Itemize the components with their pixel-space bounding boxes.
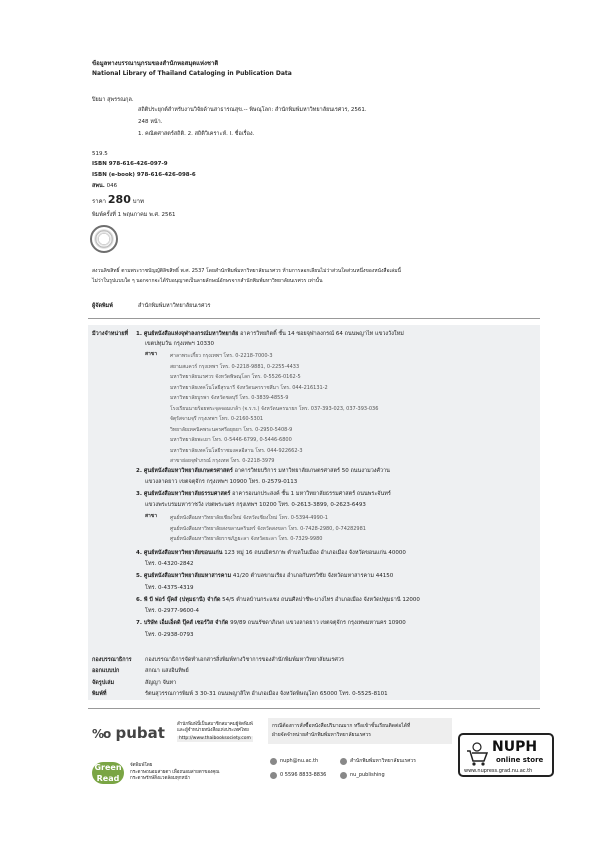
distribution-label: มีวางจำหน่ายที่: [92, 331, 129, 337]
branch-item: มหาวิทยาลัยเทคโนโลยีสุรนารี จังหวัดนครราชสีมา โทร. 044-216131-2: [170, 384, 328, 391]
distributor-7-address: 99/89 ถนนรัชดาภิเษก แขวงลาดยาว เขตจตุจักร กรุงเทพมหานคร 10900: [230, 620, 406, 626]
distributor-6-address: 54/5 ตำบลบ้านกระแชง ถนนศีลปาชีพ-บางไทร อำเภอเมือง จังหวัดปทุมธานี 12000: [222, 597, 420, 603]
printer-value: รัตนสุวรรณการพิมพ์ 3 30-31 ถนนพญาลิไท อำเภอเมือง จังหวัดพิษณุโลก 65000 โทร. 0-5525-8101: [145, 691, 388, 697]
instagram-icon: [340, 772, 347, 779]
pubat-text-1: สำนักพิมพ์นี้เป็นสมาชิกสมาคมผู้จัดพิมพ์: [177, 722, 253, 727]
distributor-5-address: 41/20 ตำบลขามเรียง อำเภอกันทรวิชัย จังหวัดมหาสารคาม 44150: [232, 573, 394, 579]
branch-item: จัตุรัสจามจุรี กรุงเทพฯ โทร. 0-2160-5301: [170, 416, 264, 422]
branch-item: มหาวิทยาลัยพะเยา โทร. 0-5446-6799, 0-5446-6800: [170, 437, 292, 443]
page-count: 248 หน้า.: [138, 119, 163, 125]
title-statement: สถิติประยุกต์สำหรับงานวิจัยด้านสาธารณสุข.-- พิษณุโลก: สำนักพิมพ์มหาวิทยาลัยนเรศวร, 2561.: [138, 107, 367, 113]
branch-label-3: สาขา: [145, 513, 158, 519]
cip-title-thai: ข้อมูลทางบรรณานุกรมของสำนักหอสมุดแห่งชาติ: [92, 60, 219, 67]
copyright-line-2: ไม่ว่าในรูปแบบใด ๆ นอกจากจะได้รับอนุญาตเป็นลายลักษณ์อักษรจากสำนักพิมพ์มหาวิทยาลัยนเรศวร เท่านั้น: [92, 278, 323, 284]
facebook[interactable]: สำนักพิมพ์มหาวิทยาลัยนเรศวร: [350, 758, 416, 764]
email[interactable]: nuph@nu.ac.th: [280, 758, 319, 764]
distributor-2-address-2: แขวงลาดยาว เขตจตุจักร กรุงเทพฯ 10900 โทร. 0-2579-0113: [145, 479, 298, 485]
design-label: ออกแบบปก: [92, 668, 120, 674]
nuph-online-store[interactable]: [458, 733, 554, 777]
distributor-5-name: 5. ศูนย์หนังสือมหาวิทยาลัยมหาสารคาม: [136, 573, 232, 579]
distributor-5: [136, 572, 393, 580]
phone-icon: [270, 772, 277, 779]
cip-title-english: National Library of Thailand Cataloging in Publication Data: [92, 70, 292, 77]
distributor-1-branches: [170, 351, 378, 467]
editor-label: กองบรรณาธิการ: [92, 657, 132, 663]
distributor-3-branches: [170, 513, 366, 545]
distributor-1-address-2: เขตปทุมวัน กรุงเทพฯ 10330: [145, 341, 214, 347]
distributor-4-address: 123 หมู่ 16 ถนนมิตรภาพ ตำบลในเมือง อำเภอเมือง จังหวัดขอนแก่น 40000: [224, 550, 406, 556]
design-value: สกณา แสงอินทิพย์: [145, 668, 189, 674]
publisher-value: สำนักพิมพ์มหาวิทยาลัยนเรศวร: [138, 303, 211, 309]
branch-item: ศูนย์หนังสือมหาวิทยาลัยราชภัฏยะลา จังหวัดยะลา โทร. 0-7329-9980: [170, 536, 323, 542]
price-unit: บาท: [132, 198, 144, 205]
distributor-5-phone: โทร. 0-4375-4319: [145, 585, 194, 591]
distributor-3-address-2: แขวงพระบรมมหาราชวัง เขตพระนคร กรุงเทพฯ 10200 โทร. 0-2613-3899, 0-2623-6493: [145, 502, 366, 508]
snp-value: 046: [106, 183, 118, 189]
green-text-1: จัดพิมพ์โดย: [130, 763, 153, 768]
layout-value: สัญญา จันทา: [145, 680, 177, 686]
branch-item: สยามสแควร์ กรุงเทพฯ โทร. 0-2218-9881, 0-2255-4433: [170, 363, 300, 370]
distributor-4-phone: โทร. 0-4320-2842: [145, 561, 194, 567]
store-brand: NUPH: [492, 739, 538, 755]
distributor-1-address: อาคารวิทยกิตติ์ ชั้น 14 ซอยจุฬาลงกรณ์ 64 ถนนพญาไท แขวงวังใหม่: [240, 331, 404, 337]
distributor-6-phone: โทร. 0-2977-9600-4: [145, 608, 199, 614]
distributor-7: [136, 619, 406, 627]
snp-label: สพน.: [92, 183, 105, 189]
price: [92, 193, 144, 206]
distributor-6: [136, 596, 420, 604]
distributor-2: [136, 467, 390, 475]
branch-item: โรงเรียนนายร้อยพระจุลจอมเกล้า (จ.ร.ร.) จังหวัดนครนายก โทร. 037-393-023, 037-393-036: [170, 405, 379, 412]
layout-label: จัดรูปเล่ม: [92, 680, 115, 686]
publisher-label: ผู้จัดพิมพ์: [92, 303, 113, 309]
distributor-4-name: 4. ศูนย์หนังสือมหาวิทยาลัยขอนแก่น: [136, 550, 223, 556]
distributor-2-name: 2. ศูนย์หนังสือมหาวิทยาลัยเกษตรศาสตร์: [136, 468, 233, 474]
email-icon: [270, 758, 277, 765]
facebook-icon: [340, 758, 347, 765]
pubat-text-2: และผู้จำหน่ายหนังสือแห่งประเทศไทย: [177, 728, 249, 733]
class-number: 519.5: [92, 151, 108, 157]
distributor-6-name: 6. พี บี ฟอร์ บุ๊คส์ (ปทุมธานี) จำกัด: [136, 597, 221, 603]
pubat-logo: %o pubat: [92, 724, 165, 742]
branch-item: ศูนย์หนังสือมหาวิทยาลัยสงขลานครินทร์ จังหวัดสงขลา โทร. 0-7428-2980, 0-74282981: [170, 525, 366, 532]
editor-value: กองบรรณาธิการจัดทำเอกสารสิ่งพิมพ์ทางวิชาการของสำนักพิมพ์มหาวิทยาลัยนเรศวร: [145, 657, 344, 663]
branch-item: ศาลาพระเกี้ยว กรุงเทพฯ โทร. 0-2218-7000-3: [170, 353, 273, 359]
instagram[interactable]: nu_publishing: [350, 772, 385, 778]
distributor-1: [136, 330, 404, 338]
branch-item: ศูนย์หนังสือมหาวิทยาลัยเชียงใหม่ จังหวัดเชียงใหม่ โทร. 0-5394-4990-1: [170, 515, 328, 521]
price-value: 280: [107, 193, 131, 206]
store-url[interactable]: www.nupress.grad.nu.ac.th: [464, 768, 533, 774]
branch-item: มหาวิทยาลัยนเรศวร จังหวัดพิษณุโลก โทร. 0-5526-0162-5: [170, 374, 301, 380]
green-read-logo: Green Read: [92, 762, 124, 784]
distributor-3-name: 3. ศูนย์หนังสือมหาวิทยาลัยธรรมศาสตร์: [136, 491, 231, 497]
distributor-7-phone: โทร. 0-2938-0793: [145, 632, 194, 638]
distributor-4: [136, 549, 406, 557]
pubat-url[interactable]: http://www.thaibooksociety.com: [179, 736, 251, 741]
distributor-7-name: 7. บริษัท เอ็มเอ็ดดิ ปุ๊คส์ เซอร์วิส จำกัด: [136, 620, 229, 626]
branch-item: มหาวิทยาลัยบูรพา จังหวัดชลบุรี โทร. 0-3839-4855-9: [170, 395, 289, 401]
national-library-seal-icon: [90, 225, 118, 253]
price-label: ราคา: [92, 198, 106, 205]
isbn: ISBN 978-616-426-097-9: [92, 161, 168, 167]
order-box: [268, 718, 452, 744]
store-subtitle: online store: [496, 756, 544, 764]
footer-divider: [88, 708, 540, 709]
copyright-line-1: สงวนลิขสิทธิ์ ตามพระราชบัญญัติลิขสิทธิ์ พ.ศ. 2537 โดยสำนักพิมพ์มหาวิทยาลัยนเรศวร ห้ามการลอกเลียนไม่ว่าส่วนใดส่วนหนึ่งของหนังสือเล่มนี้: [92, 268, 401, 274]
subjects: 1. คณิตศาสตร์สถิติ. 2. สถิติวิเคราะห์. I. ชื่อเรื่อง.: [138, 131, 255, 137]
order-text-2: ฝ่ายจัดจำหน่ายสำนักพิมพ์มหาวิทยาลัยนเรศวร: [272, 732, 371, 738]
distributor-2-address: อาคารวิทยบริการ มหาวิทยาลัยเกษตรศาสตร์ 50 ถนนงามวงศ์วาน: [234, 468, 390, 474]
section-divider: [88, 318, 540, 319]
branch-item: มหาวิทยาลัยเทคโนโลยีราชมงคลอีสาน โทร. 044-922662-3: [170, 447, 303, 454]
distributor-3: [136, 490, 391, 498]
green-text-3: กระดาษรักษ์สิ่งแวดล้อมทุกหน้า: [130, 776, 191, 781]
distributor-1-name: 1. ศูนย์หนังสือแห่งจุฬาลงกรณ์มหาวิทยาลัย: [136, 331, 239, 337]
shopping-cart-icon: [466, 741, 488, 767]
printer-label: พิมพ์ที่: [92, 691, 107, 697]
branch-item: สาขาย่อยจุฬาภรณ์ กรุงเทพ โทร. 0-2218-3979: [170, 458, 275, 464]
edition: พิมพ์ครั้งที่ 1 พฤษภาคม พ.ศ. 2561: [92, 212, 176, 218]
snp: [92, 182, 117, 190]
author: ปิยมา สุพรรณกุล.: [92, 97, 134, 103]
phone: 0 5596 8833-8836: [280, 772, 327, 778]
distributor-3-address: อาคารอเนกประสงค์ ชั้น 1 มหาวิทยาลัยธรรมศาสตร์ ถนนพระจันทร์: [232, 491, 391, 497]
isbn-ebook: ISBN (e-book) 978-616-426-098-6: [92, 172, 196, 178]
order-text-1: กรณีต้องการสั่งซื้อหนังสือปริมาณมาก หรือเข้าชั้นเรียนติดต่อได้ที่: [272, 723, 411, 729]
branch-label: สาขา: [145, 351, 158, 357]
branch-item: วิทยาลัยเทคนิคพระนครศรีอยุธยา โทร. 0-2950-5408-9: [170, 426, 293, 433]
green-text-2: กระดาษถนอมสายตา เพื่อถนอมสายตาของคุณ: [130, 770, 220, 775]
